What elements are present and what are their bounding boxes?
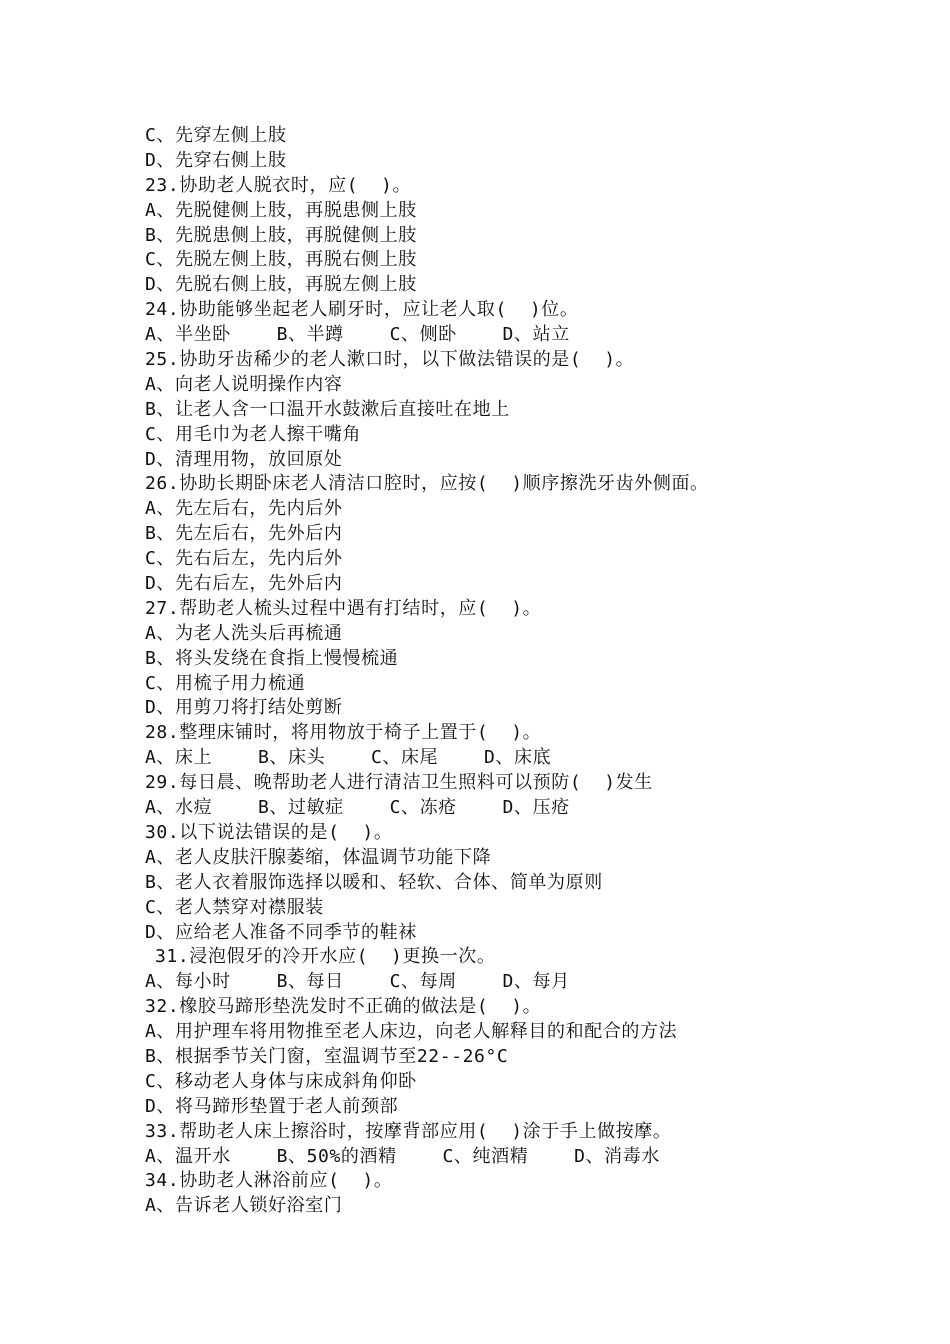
option-b: B、让老人含一口温开水鼓漱后直接吐在地上 [145,398,510,420]
options-line: A、半坐卧 B、半蹲 C、侧卧 D、站立 [145,324,570,346]
question-26: 26.协助长期卧床老人清洁口腔时，应按( )顺序擦洗牙齿外侧面。 [145,473,709,495]
option-c: C、用毛巾为老人擦干嘴角 [145,423,362,445]
option-d: D、先穿右侧上肢 [145,149,287,171]
question-34: 34.协助老人淋浴前应( )。 [145,1170,393,1192]
question-31: 31.浸泡假牙的冷开水应( )更换一次。 [155,946,496,968]
option-d: D、用剪刀将打结处剪断 [145,697,343,719]
option-c: C、移动老人身体与床成斜角仰卧 [145,1070,417,1092]
options-line: A、每小时 B、每日 C、每周 D、每月 [145,971,570,993]
option-a: A、向老人说明操作内容 [145,373,343,395]
option-b: B、先左后右，先外后内 [145,523,343,545]
option-a: A、老人皮肤汗腺萎缩，体温调节功能下降 [145,846,492,868]
option-a: A、先左后右，先内后外 [145,498,343,520]
option-c: C、先右后左，先内后外 [145,548,343,570]
option-c: C、先穿左侧上肢 [145,125,287,146]
question-28: 28.整理床铺时，将用物放于椅子上置于( )。 [145,722,542,744]
option-a: A、先脱健侧上肢，再脱患侧上肢 [145,199,417,221]
question-list [145,124,845,1219]
question-33: 33.帮助老人床上擦浴时，按摩背部应用( )涂于手上做按摩。 [145,1120,672,1142]
question-24: 24.协助能够坐起老人刷牙时，应让老人取( )位。 [145,299,579,321]
question-30: 30.以下说法错误的是( )。 [145,821,393,843]
option-b: B、老人衣着服饰选择以暖和、轻软、合体、简单为原则 [145,871,603,893]
option-b: B、根据季节关门窗，室温调节至22--26°C [145,1045,509,1067]
option-d: D、清理用物，放回原处 [145,448,343,470]
question-27: 27.帮助老人梳头过程中遇有打结时，应( )。 [145,597,542,619]
question-23: 23.协助老人脱衣时，应( )。 [145,174,412,196]
question-25: 25.协助牙齿稀少的老人漱口时，以下做法错误的是( )。 [145,349,635,371]
option-d: D、先右后左，先外后内 [145,573,343,595]
options-line: A、水痘 B、过敏症 C、冻疮 D、压疮 [145,797,570,819]
option-c: C、老人禁穿对襟服装 [145,896,324,918]
option-b: B、将头发绕在食指上慢慢梳通 [145,647,399,669]
option-c: C、先脱左侧上肢，再脱右侧上肢 [145,249,417,271]
option-a: A、用护理车将用物推至老人床边，向老人解释目的和配合的方法 [145,1021,678,1043]
option-d: D、先脱右侧上肢，再脱左侧上肢 [145,274,417,296]
option-a: A、为老人洗头后再梳通 [145,622,343,644]
options-line: A、床上 B、床头 C、床尾 D、床底 [145,747,552,769]
option-c: C、用梳子用力梳通 [145,672,306,694]
options-line: A、温开水 B、50%的酒精 C、纯酒精 D、消毒水 [145,1145,660,1167]
option-d: D、将马蹄形垫置于老人前颈部 [145,1095,399,1117]
question-29: 29.每日晨、晚帮助老人进行清洁卫生照料可以预防( )发生 [145,772,653,794]
question-32: 32.橡胶马蹄形垫洗发时不正确的做法是( )。 [145,996,542,1018]
option-b: B、先脱患侧上肢，再脱健侧上肢 [145,224,417,246]
option-a: A、告诉老人锁好浴室门 [145,1195,343,1217]
option-d: D、应给老人准备不同季节的鞋袜 [145,921,417,943]
